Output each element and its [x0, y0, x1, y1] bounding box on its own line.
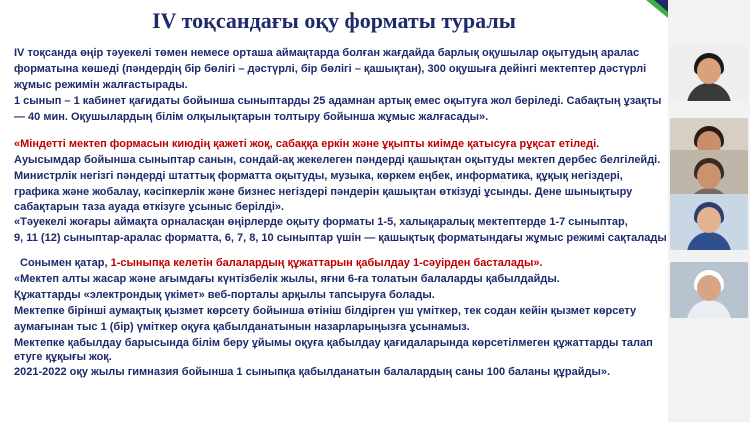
slide-title: IV тоқсандағы оқу форматы туралы	[152, 8, 516, 33]
participant-face	[697, 207, 721, 233]
participant-shoulders	[687, 83, 731, 101]
slide-text-line: IV тоқсанда өңір тәуекелі төмен немесе орташа аймақтарда болған жағдайда барлық оқушылар оқытудың аралас	[14, 47, 640, 59]
slide-text-line: сабақтарын таза ауада өткізуге ұсыныс берілді».	[14, 201, 285, 213]
slide-text-line: жұмыс режимін жалғастырады.	[14, 79, 188, 91]
participant-video-tile[interactable]	[670, 194, 748, 250]
slide-text-segment: Сонымен қатар,	[20, 257, 111, 269]
participant-shoulders	[687, 300, 731, 318]
participant-video-tile[interactable]	[670, 262, 748, 318]
participant-video-tile[interactable]	[670, 45, 748, 101]
slide-text-line: Құжаттарды «электрондық үкімет» веб-порталы арқылы тапсыруға болады.	[14, 289, 435, 301]
slide-text-line-highlight: «Міндетті мектеп формасын киюдің қажеті жоқ, сабаққа еркін және ұқыпты киімде қатысуға рұқсат етіледі.	[14, 138, 600, 150]
participant-face	[697, 275, 721, 301]
slide-text-line: аумағынан тыс 1 (бір) үміткер оқуға қабылданатынын назарларыңызға ұсынамыз.	[14, 321, 470, 333]
slide-text-line: графика және жобалау, кәсіпкерлік және бизнес негіздері пәндерін қашықтан өткізуді ұсынды. Дене шынықтыру	[14, 186, 633, 198]
slide-text-line: 2021-2022 оқу жылы гимназия бойынша 1 сыныпқа қабылданатын балалардың саны 100 баланы құрайды».	[14, 366, 611, 378]
participant-face	[697, 58, 721, 84]
slide-text-line: Мектепке қабылдау барысында білім беру ұйымы оқуға қабылдау қағидаларында көрсетілмеген құжаттарды талап	[14, 337, 653, 349]
participant-face	[697, 163, 721, 189]
slide-text-line: Министрлік негізгі пәндерді штаттық форматта оқытуды, музыка, көркем еңбек, информатика, құқық негіздері,	[14, 170, 623, 182]
slide-text-line-mixed	[20, 257, 543, 269]
slide-text-segment-highlight: 1-сыныпқа келетін балалардың құжаттарын қабылдау 1-сәуірден басталады».	[110, 257, 543, 269]
slide-text-line: «Мектеп алты жасар және ағымдағы күнтізбелік жылы, яғни 6-ға толатын балаларды қабылдайды.	[14, 273, 560, 285]
slide-text-line: «Тәуекелі жоғары аймақта орналасқан өңірлерде оқыту форматы 1-5, халықаралық мектептерде 1-7 сыныптар,	[14, 216, 628, 228]
slide-text-line: етуге құқығы жоқ.	[14, 351, 112, 363]
participant-shoulders	[687, 232, 731, 250]
slide-text-line: Ауысымдар бойынша сыныптар санын, сондай-ақ жекелеген пәндерді қашықтан оқытуды мектеп дербес белгілейді.	[14, 154, 661, 166]
participants-sidebar	[668, 0, 750, 422]
slide-text-line: Мектепке бірінші аумақтық қызмет көрсету бойынша өтініш білдірген үш үміткер, тек содан кейін қызмет көрсету	[14, 305, 637, 317]
slide-text-line: 1 сынып – 1 кабинет қағидаты бойынша сыныптарды 25 адамнан артық емес оқытуға жол беріледі. Сабақтың ұзақты	[14, 95, 662, 107]
slide-text-line: — 40 мин. Оқушылардың білім олқылықтарын толтыру бойынша жұмыс жалғасады».	[14, 111, 489, 123]
slide-text-line: форматына көшеді (пәндердің бір бөлігі – дәстүрлі, бір бөлігі – қашықтан), 300 оқушыға дейінгі мектептер дәстүрлі	[14, 63, 647, 75]
slide-text-line: 9, 11 (12) сыныптар-аралас форматта, 6, 7, 8, 10 сыныптар үшін — қашықтық форматындағы жұмыс режимі сақталады	[14, 232, 667, 244]
